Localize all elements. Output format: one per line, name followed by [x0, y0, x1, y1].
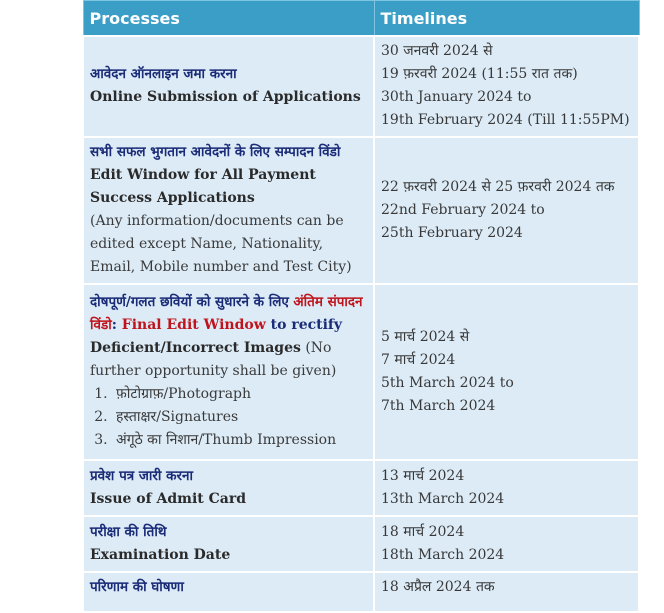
process-english: Issue of Admit Card [90, 490, 247, 507]
timeline-line: 5 मार्च 2024 से [381, 328, 470, 345]
schedule-table [82, 0, 640, 613]
process-english: Edit Window for All Payment Success Applications [90, 167, 316, 206]
timeline-line: 7th March 2024 [381, 397, 496, 414]
timeline-line: 25th February 2024 [381, 224, 523, 241]
process-english: Online Submission of Applications [90, 89, 361, 105]
process-english: Examination Date [90, 546, 231, 563]
process-cell [83, 460, 374, 516]
header-processes: Processes [83, 1, 374, 37]
deficient-images-text: Deficient/Incorrect Images [90, 340, 301, 356]
process-note: (Any information/documents can be edited except Name, Nationality, Email, Mobile number and Test City) [90, 213, 352, 275]
timeline-line: 13th March 2024 [381, 490, 505, 507]
timeline-line: 22nd February 2024 to [381, 201, 545, 218]
process-cell [83, 516, 374, 572]
image-items-list [90, 383, 367, 452]
list-item: 2. हस्ताक्षर/Signatures [112, 406, 367, 429]
timeline-cell [374, 516, 639, 572]
colon-separator: : [111, 317, 122, 333]
process-hindi: सभी सफल भुगतान आवेदनों के लिए सम्पादन विंडो [90, 144, 341, 160]
table-row [83, 460, 639, 516]
header-timelines: Timelines [374, 1, 639, 37]
timeline-line: 18 अप्रैल 2024 तक [381, 579, 495, 595]
table-row [83, 36, 639, 137]
timeline-line: 5th March 2024 to [381, 374, 514, 391]
process-note: (No further opportunity shall be given) [90, 340, 337, 379]
process-cell [83, 36, 374, 137]
timeline-cell [374, 284, 639, 460]
timeline-cell [374, 572, 639, 612]
list-item: 3. अंगूठे का निशान/Thumb Impression [112, 429, 367, 452]
process-cell [83, 137, 374, 284]
timeline-line: 19 फ़रवरी 2024 (11:55 रात तक) [381, 66, 578, 82]
timeline-line: 30 जनवरी 2024 से [381, 43, 493, 59]
rectify-text: to rectify [265, 317, 343, 333]
process-hindi: परिणाम की घोषणा [90, 579, 184, 595]
timeline-cell [374, 460, 639, 516]
timeline-line: 22 फ़रवरी 2024 से 25 फ़रवरी 2024 तक [381, 178, 615, 195]
table-row [83, 516, 639, 572]
list-item: 1. फ़ोटोग्राफ़/Photograph [112, 383, 367, 406]
table-row [83, 284, 639, 460]
process-cell [83, 572, 374, 612]
table-row [83, 137, 639, 284]
process-cell [83, 284, 374, 460]
timeline-line: 19th February 2024 (Till 11:55PM) [381, 112, 630, 128]
timeline-cell [374, 137, 639, 284]
process-hindi: दोषपूर्ण/गलत छवियों को सुधारने के लिए [90, 294, 289, 310]
table-header-row [83, 1, 639, 37]
process-hindi: आवेदन ऑनलाइन जमा करना [90, 66, 237, 82]
timeline-line: 18th March 2024 [381, 546, 505, 563]
timeline-line: 13 मार्च 2024 [381, 467, 465, 484]
process-hindi: परीक्षा की तिथि [90, 523, 167, 540]
final-edit-hindi: अंतिम संपादन विंडो [90, 294, 363, 333]
table-row [83, 572, 639, 612]
process-hindi: प्रवेश पत्र जारी करना [90, 467, 193, 484]
timeline-line: 18 मार्च 2024 [381, 523, 465, 540]
timeline-line: 7 मार्च 2024 [381, 351, 456, 368]
final-edit-english: Final Edit Window [121, 317, 266, 333]
timeline-line: 30th January 2024 to [381, 89, 532, 105]
timeline-cell [374, 36, 639, 137]
